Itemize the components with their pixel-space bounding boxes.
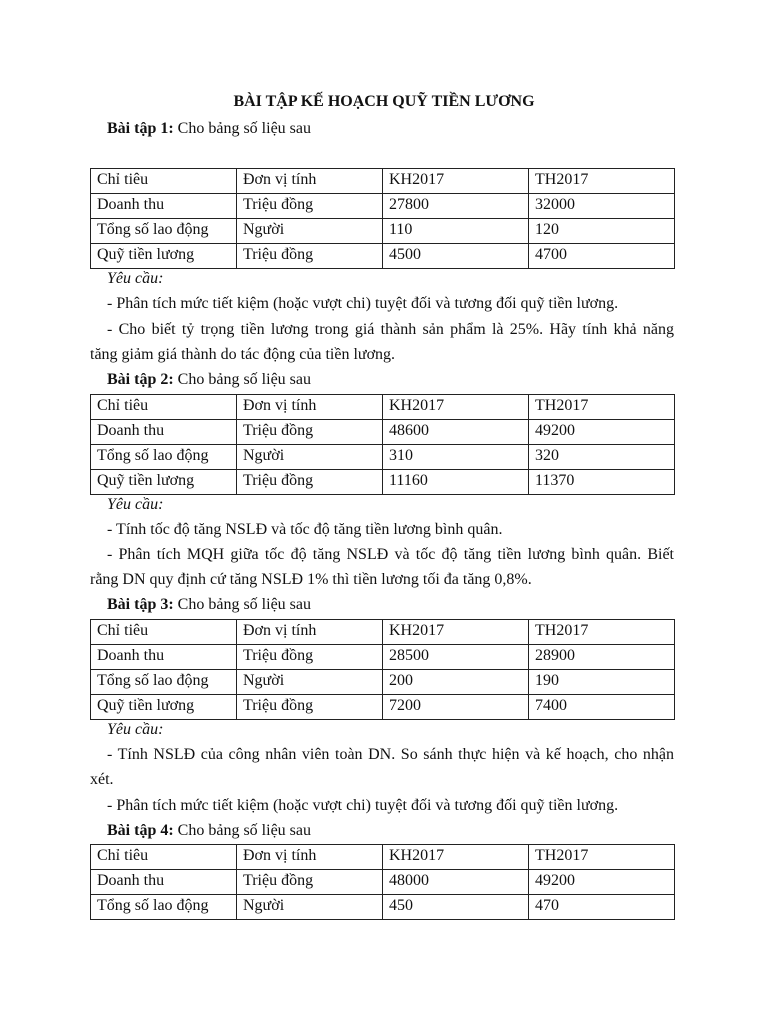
- table-cell: Triệu đồng: [237, 194, 383, 219]
- table-header-cell: Chỉ tiêu: [91, 845, 237, 870]
- exercise-2-requirement-line: - Tính tốc độ tăng NSLĐ và tốc độ tăng tiền lương bình quân.: [107, 521, 503, 538]
- table-cell: 48000: [383, 870, 529, 895]
- table-cell: Quỹ tiền lương: [91, 470, 237, 495]
- exercise-1-requirement-line: tăng giảm giá thành do tác động của tiền lương.: [90, 346, 396, 363]
- table-cell: Doanh thu: [91, 645, 237, 670]
- exercise-3-heading: [107, 595, 674, 615]
- table-header-cell: Đơn vị tính: [237, 395, 383, 420]
- exercise-2-label: Bài tập 2:: [107, 371, 174, 388]
- table-header-cell: TH2017: [529, 620, 675, 645]
- table-header-cell: Đơn vị tính: [237, 845, 383, 870]
- exercise-1-table: [90, 168, 675, 269]
- table-row: [91, 219, 675, 244]
- exercise-3-table: [90, 619, 675, 720]
- table-cell: Quỹ tiền lương: [91, 695, 237, 720]
- table-cell: Người: [237, 445, 383, 470]
- exercise-1-requirement-line: - Cho biết tỷ trọng tiền lương trong giá thành sản phẩm là 25%. Hãy tính khả năng: [107, 321, 674, 338]
- table-cell: 28500: [383, 645, 529, 670]
- table-cell: 470: [529, 895, 675, 920]
- table-header-cell: Chỉ tiêu: [91, 620, 237, 645]
- exercise-4-label: Bài tập 4:: [107, 822, 174, 839]
- table-cell: 320: [529, 445, 675, 470]
- table-cell: 27800: [383, 194, 529, 219]
- table-cell: 49200: [529, 870, 675, 895]
- table-cell: Doanh thu: [91, 420, 237, 445]
- table-row: [91, 895, 675, 920]
- exercise-3-requirement-line: - Tính NSLĐ của công nhân viên toàn DN. So sánh thực hiện và kế hoạch, cho nhận: [107, 746, 674, 763]
- exercise-2-requirement-line: - Phân tích MQH giữa tốc độ tăng NSLĐ và tốc độ tăng tiền lương bình quân. Biết: [107, 546, 674, 563]
- table-cell: 4700: [529, 244, 675, 269]
- exercise-1-requirement-label: Yêu cầu:: [107, 270, 164, 287]
- table-cell: 7400: [529, 695, 675, 720]
- table-cell: Người: [237, 895, 383, 920]
- exercise-2-requirement-line: rằng DN quy định cứ tăng NSLĐ 1% thì tiền lương tối đa tăng 0,8%.: [90, 571, 532, 588]
- table-row: [91, 194, 675, 219]
- table-header-cell: KH2017: [383, 395, 529, 420]
- table-header-row: [91, 845, 675, 870]
- exercise-4-lead: Cho bảng số liệu sau: [177, 822, 311, 839]
- table-row: [91, 870, 675, 895]
- table-cell: Tổng số lao động: [91, 670, 237, 695]
- table-row: [91, 645, 675, 670]
- table-header-cell: KH2017: [383, 620, 529, 645]
- table-cell: 11370: [529, 470, 675, 495]
- table-cell: 4500: [383, 244, 529, 269]
- table-row: [91, 695, 675, 720]
- table-header-cell: KH2017: [383, 845, 529, 870]
- exercise-1-requirement-line: - Phân tích mức tiết kiệm (hoặc vượt chi) tuyệt đối và tương đối quỹ tiền lương.: [107, 295, 619, 312]
- exercise-3-requirement-line: - Phân tích mức tiết kiệm (hoặc vượt chi) tuyệt đối và tương đối quỹ tiền lương.: [107, 797, 619, 814]
- exercise-3-label: Bài tập 3:: [107, 596, 174, 613]
- table-cell: 310: [383, 445, 529, 470]
- table-cell: Triệu đồng: [237, 470, 383, 495]
- table-cell: 48600: [383, 420, 529, 445]
- exercise-3-lead: Cho bảng số liệu sau: [177, 596, 311, 613]
- table-cell: 11160: [383, 470, 529, 495]
- table-cell: Doanh thu: [91, 194, 237, 219]
- table-cell: Triệu đồng: [237, 244, 383, 269]
- table-cell: Tổng số lao động: [91, 445, 237, 470]
- table-cell: Quỹ tiền lương: [91, 244, 237, 269]
- table-cell: 450: [383, 895, 529, 920]
- table-header-row: [91, 620, 675, 645]
- table-cell: 7200: [383, 695, 529, 720]
- table-cell: Tổng số lao động: [91, 219, 237, 244]
- table-header-cell: KH2017: [383, 169, 529, 194]
- table-row: [91, 420, 675, 445]
- table-cell: 110: [383, 219, 529, 244]
- table-cell: Triệu đồng: [237, 695, 383, 720]
- table-cell: 120: [529, 219, 675, 244]
- table-header-cell: Chỉ tiêu: [91, 169, 237, 194]
- table-cell: Doanh thu: [91, 870, 237, 895]
- table-cell: Người: [237, 219, 383, 244]
- table-header-cell: TH2017: [529, 845, 675, 870]
- table-cell: Tổng số lao động: [91, 895, 237, 920]
- table-cell: 49200: [529, 420, 675, 445]
- table-cell: 28900: [529, 645, 675, 670]
- table-cell: Người: [237, 670, 383, 695]
- table-header-cell: Đơn vị tính: [237, 169, 383, 194]
- table-header-cell: Đơn vị tính: [237, 620, 383, 645]
- exercise-2-lead: Cho bảng số liệu sau: [177, 371, 311, 388]
- table-cell: 190: [529, 670, 675, 695]
- table-header-cell: TH2017: [529, 169, 675, 194]
- table-cell: 200: [383, 670, 529, 695]
- table-header-cell: Chỉ tiêu: [91, 395, 237, 420]
- exercise-3-requirement-label: Yêu cầu:: [107, 721, 164, 738]
- table-row: [91, 470, 675, 495]
- exercise-4-heading: [107, 821, 674, 841]
- table-row: [91, 244, 675, 269]
- document-title: BÀI TẬP KẾ HOẠCH QUỸ TIỀN LƯƠNG: [233, 93, 535, 110]
- table-cell: 32000: [529, 194, 675, 219]
- table-header-row: [91, 169, 675, 194]
- exercise-2-requirement-label: Yêu cầu:: [107, 496, 164, 513]
- exercise-1-heading: [107, 119, 674, 139]
- exercise-1-lead: Cho bảng số liệu sau: [177, 120, 311, 137]
- exercise-4-table: [90, 844, 675, 920]
- exercise-3-requirement-line: xét.: [90, 771, 114, 788]
- table-row: [91, 670, 675, 695]
- table-cell: Triệu đồng: [237, 645, 383, 670]
- table-cell: Triệu đồng: [237, 870, 383, 895]
- exercise-1-label: Bài tập 1:: [107, 120, 174, 137]
- table-header-cell: TH2017: [529, 395, 675, 420]
- exercise-2-heading: [107, 370, 674, 390]
- table-cell: Triệu đồng: [237, 420, 383, 445]
- table-header-row: [91, 395, 675, 420]
- exercise-2-table: [90, 394, 675, 495]
- table-row: [91, 445, 675, 470]
